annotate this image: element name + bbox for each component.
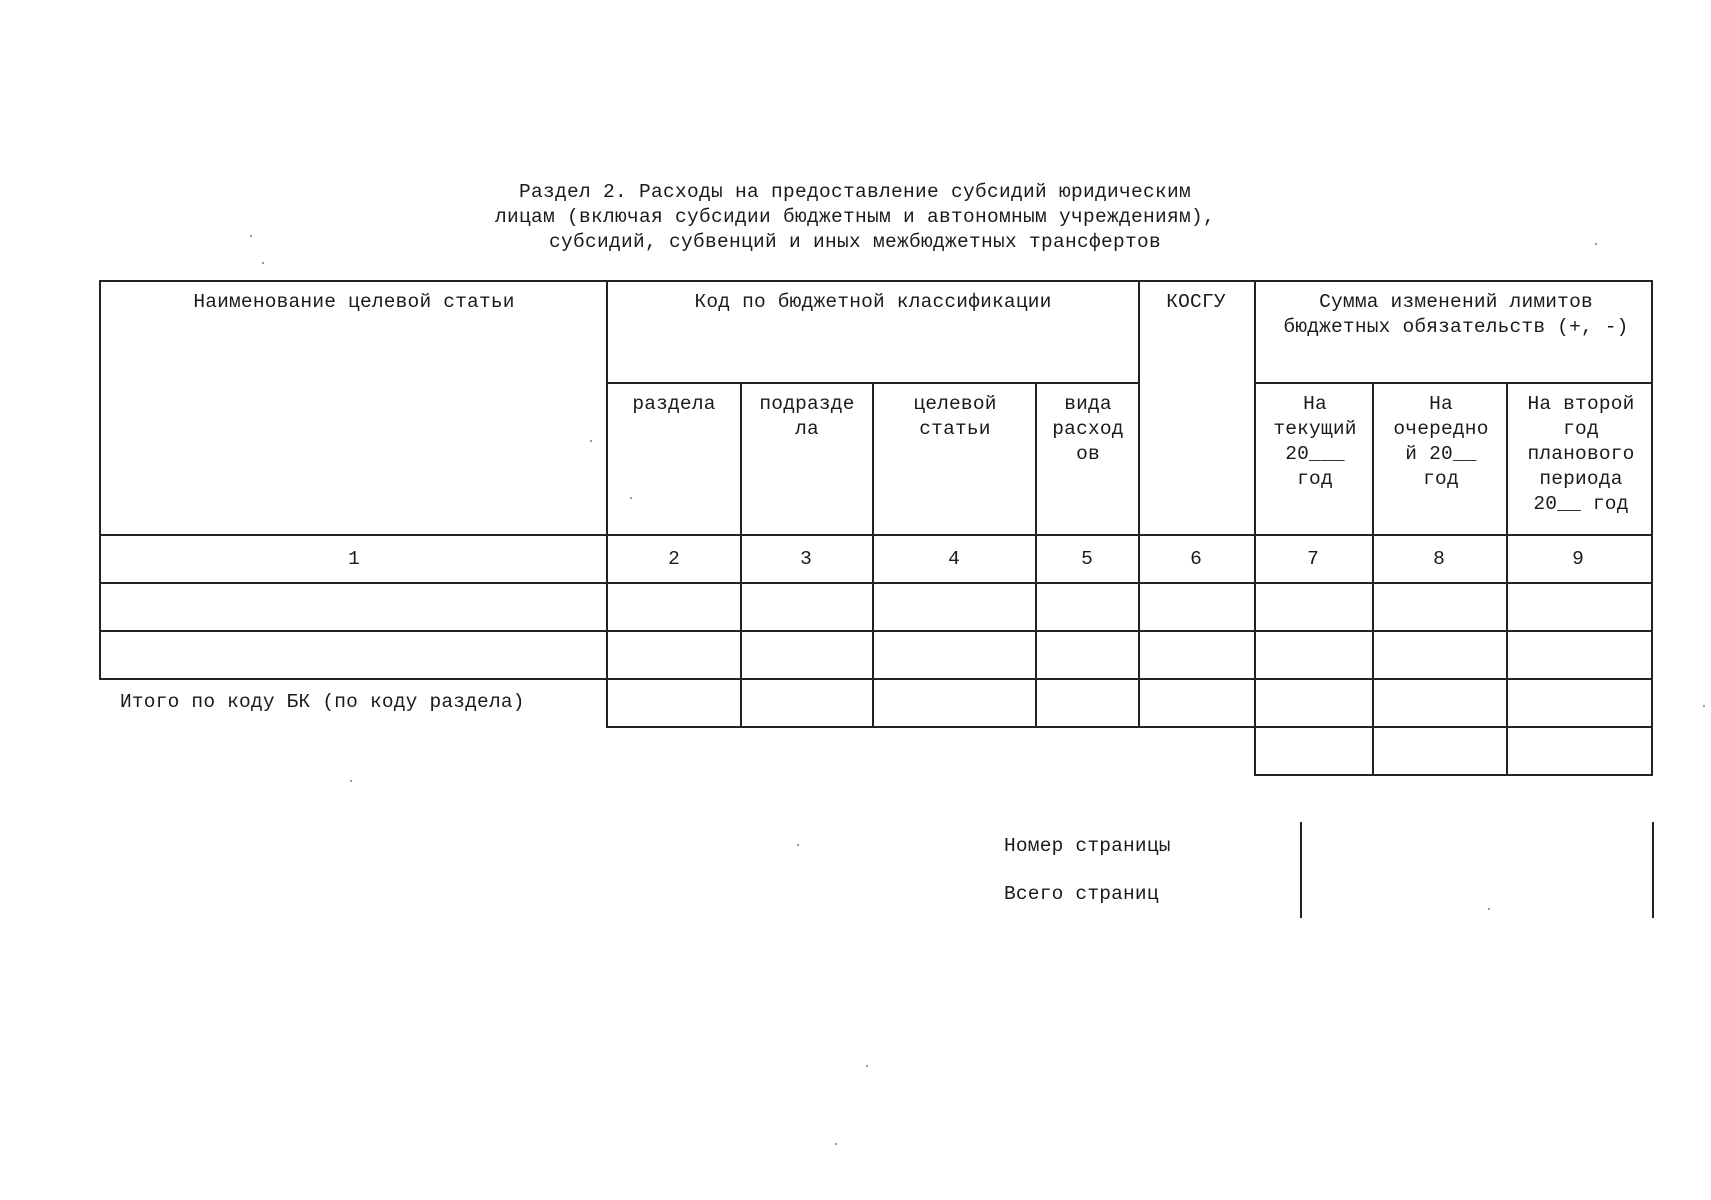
- total-by-budget-code-label: Итого по коду БК (по коду раздела): [120, 691, 525, 713]
- section-title-line-3: субсидий, субвенций и иных межбюджетных трансфертов: [548, 231, 1162, 253]
- target-column-right-border: [1035, 382, 1037, 728]
- column-number-6: 6: [1190, 548, 1202, 570]
- table-top-border-sum: [1254, 280, 1652, 282]
- column-number-2: 2: [668, 548, 680, 570]
- header-target: целевой статьи: [913, 393, 997, 440]
- section-title: [300, 180, 1410, 255]
- total-pages-label: Всего страниц: [1004, 883, 1159, 905]
- scan-speck: [1703, 705, 1705, 707]
- table-top-border-kosgu: [1138, 280, 1255, 282]
- scan-speck: [866, 1065, 868, 1067]
- total-row-sum-line: [1254, 726, 1652, 728]
- table-left-border: [99, 280, 101, 680]
- data-row-1-bottom-line: [99, 630, 1652, 632]
- scan-speck: [835, 1143, 837, 1145]
- scan-speck: [630, 497, 632, 499]
- header-second-year: На второй год планового периода 20__ год: [1527, 393, 1635, 515]
- scan-speck: [797, 844, 799, 846]
- header-budget-code: Код по бюджетной классификации: [694, 291, 1052, 313]
- data-row-2-bottom-line: [99, 678, 1652, 680]
- section-title-line-2: лицам (включая субсидии бюджетным и автономным учреждениям),: [494, 206, 1216, 228]
- column-number-5: 5: [1081, 548, 1093, 570]
- header-kosgu: КОСГУ: [1166, 291, 1226, 313]
- header-section: раздела: [632, 393, 716, 415]
- page-number-label: Номер страницы: [1004, 835, 1171, 857]
- scan-speck: [350, 780, 352, 782]
- header-sum: Сумма изменений лимитов бюджетных обязательств (+, -): [1283, 291, 1629, 338]
- expense-type-column-right-border: [1138, 280, 1140, 728]
- table-top-border-left: [99, 280, 1139, 282]
- column-number-3: 3: [800, 548, 812, 570]
- table-right-border: [1651, 280, 1653, 776]
- column-number-4: 4: [948, 548, 960, 570]
- next-year-column-right-border: [1506, 382, 1508, 776]
- total-row-bottom-line: [606, 726, 1254, 728]
- current-year-column-right-border: [1372, 382, 1374, 776]
- header-subsection: подразде ла: [759, 393, 855, 440]
- scan-speck: [250, 235, 252, 237]
- scan-speck: [262, 262, 264, 264]
- scan-speck: [1488, 908, 1490, 910]
- header-current-year: На текущий 20___ год: [1273, 393, 1357, 490]
- subsection-column-right-border: [872, 382, 874, 728]
- column-number-8: 8: [1433, 548, 1445, 570]
- name-column-right-border: [606, 280, 608, 728]
- sum-subheader-line: [1254, 382, 1652, 384]
- numbers-row-bottom-line: [99, 582, 1652, 584]
- header-expense-type: вида расход ов: [1052, 393, 1124, 465]
- section-title-line-1: Раздел 2. Расходы на предоставление субсидий юридическим: [518, 181, 1192, 203]
- scan-speck: [590, 440, 592, 442]
- kosgu-column-right-border: [1254, 280, 1256, 776]
- column-number-7: 7: [1307, 548, 1319, 570]
- page-box-left-border: [1300, 822, 1302, 918]
- column-number-9: 9: [1572, 548, 1584, 570]
- header-next-year: На очередно й 20__ год: [1393, 393, 1489, 490]
- column-number-1: 1: [348, 548, 360, 570]
- section-column-right-border: [740, 382, 742, 728]
- header-bottom-line: [99, 534, 1652, 536]
- extra-row-bottom-line: [1254, 774, 1652, 776]
- header-name: Наименование целевой статьи: [193, 291, 515, 313]
- page-box-right-border: [1652, 822, 1654, 918]
- scan-speck: [1595, 243, 1597, 245]
